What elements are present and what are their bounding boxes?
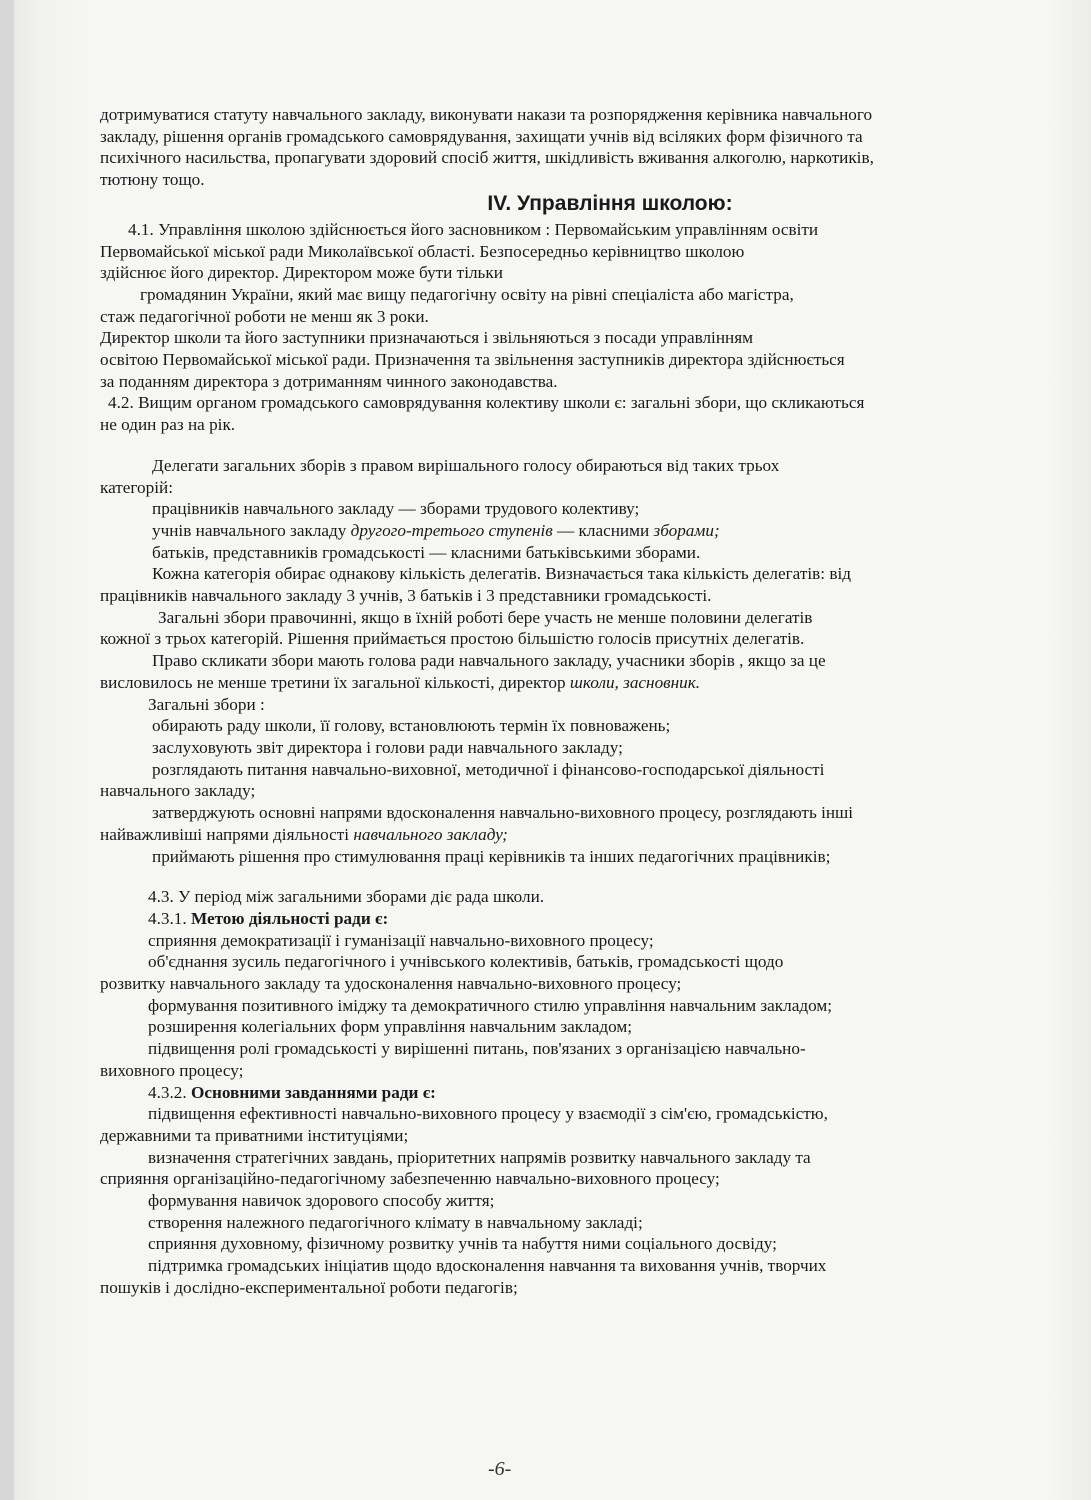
text-line — [100, 824, 1030, 846]
text-line: створення належного педагогічного клімату в навчальному закладі; — [148, 1212, 643, 1232]
text-span: найважливіші напрями діяльності — [100, 824, 354, 844]
text-line: заслуховують звіт директора і голови ради навчального закладу; — [152, 737, 623, 757]
text-line: розвитку навчального закладу та удосконалення навчально-виховного процесу; — [100, 974, 682, 994]
scan-edge — [0, 0, 14, 1500]
text-line: 4.2. Вищим органом громадського самоврядування колективу школи є: загальні збори, що скликаються — [108, 393, 865, 413]
text-span: — класними — [552, 520, 654, 540]
text-line: виховного процесу; — [100, 1060, 244, 1080]
text-line: сприяння демократизації і гуманізації навчально-виховного процесу; — [148, 930, 654, 950]
text-line: навчального закладу; — [100, 781, 256, 801]
text-line: розширення колегіальних форм управління навчальним закладом; — [148, 1017, 633, 1037]
text-line: психічного насильства, пропагувати здоровий спосіб життя, шкідливість вживання алкоголю, наркотиків, — [100, 148, 874, 168]
text-span: 4.3.2. — [148, 1082, 191, 1102]
text-line: 4.3. У період між загальними зборами діє рада школи. — [148, 887, 545, 907]
text-line — [100, 908, 1030, 930]
text-span: зборами; — [653, 520, 720, 540]
subheading: Основними завданнями ради є: — [190, 1082, 436, 1102]
page-number: -6- — [488, 1458, 512, 1480]
text-line: кожної з трьох категорій. Рішення приймається простою більшістю голосів присутніх делегатів. — [100, 629, 805, 649]
text-line: формування навичок здорового способу життя; — [148, 1191, 495, 1211]
text-line: Директор школи та його заступники призначаються і звільняються з посади управлінням — [100, 328, 753, 348]
text-line: об'єднання зусиль педагогічного і учнівського колективів, батьків, громадськості щодо — [148, 952, 784, 972]
text-line: працівників навчального закладу — зборами трудового колективу; — [152, 499, 640, 519]
text-line: тютюну тощо. — [100, 170, 205, 190]
text-line: здійснює його директор. Директором може бути тільки — [100, 263, 503, 283]
text-line: розглядають питання навчально-виховної, методичної і фінансово-господарської діяльності — [152, 759, 825, 779]
spacer — [100, 436, 1030, 455]
text-line: затверджують основні напрями вдосконалення навчально-виховного процесу, розглядають інші — [152, 803, 854, 823]
text-line: підвищення ролі громадськості у вирішенні питань, пов'язаних з організацією навчально- — [148, 1039, 806, 1059]
text-line: за поданням директора з дотриманням чинного законодавства. — [100, 371, 558, 391]
section-title: IV. Управління школою: — [487, 191, 733, 215]
text-line: підтримка громадських ініціатив щодо вдосконалення навчання та виховання учнів, творчих — [148, 1256, 827, 1276]
text-line: не один раз на рік. — [100, 415, 236, 435]
text-line: громадянин України, який має вищу педагогічну освіту на рівні спеціаліста або магістра, — [140, 284, 794, 304]
text-line: категорій: — [100, 477, 173, 497]
text-span: навчального закладу; — [353, 824, 508, 844]
text-line — [100, 1082, 1030, 1104]
text-line: формування позитивного іміджу та демократичного стилю управління навчальним закладом; — [148, 995, 833, 1015]
text-line — [100, 520, 1030, 542]
text-span: школи, засновник. — [569, 672, 701, 692]
text-line: сприяння духовному, фізичному розвитку учнів та набуття ними соціального досвіду; — [148, 1234, 777, 1254]
text-line: приймають рішення про стимулювання праці керівників та інших педагогічних працівників; — [152, 846, 831, 866]
text-line: батьків, представників громадськості — класними батьківськими зборами. — [152, 542, 701, 562]
text-span: висловилось не менше третини їх загальної кількості, директор — [100, 672, 570, 692]
subheading: Метою діяльності ради є: — [190, 908, 389, 928]
text-line: Делегати загальних зборів з правом вирішального голосу обираються від таких трьох — [152, 455, 780, 475]
text-line: визначення стратегічних завдань, пріоритетних напрямів розвитку навчального закладу та — [148, 1147, 811, 1167]
text-line: підвищення ефективності навчально-виховного процесу у взаємодії з сім'єю, громадськістю, — [148, 1104, 828, 1124]
text-line: Кожна категорія обирає однакову кількість делегатів. Визначається така кількість делегатів: від — [152, 564, 851, 584]
text-line: Право скликати збори мають голова ради навчального закладу, учасники зборів , якщо за це — [152, 651, 826, 671]
text-span: учнів навчального закладу — [152, 520, 351, 540]
document-body — [100, 104, 1030, 1299]
text-line: Загальні збори правочинні, якщо в їхній роботі бере участь не менше половини делегатів — [158, 607, 813, 627]
spacer — [100, 867, 1030, 886]
text-line: обирають раду школи, її голову, встановлюють термін їх повноважень; — [152, 716, 671, 736]
text-line: стаж педагогічної роботи не менш як 3 роки. — [100, 306, 429, 326]
text-line: 4.1. Управління школою здійснюється його засновником : Первомайським управлінням освіти — [128, 219, 819, 239]
text-span: другого-третього ступенів — [350, 520, 553, 540]
text-line: дотримуватися статуту навчального закладу, виконувати накази та розпорядження керівника навчального — [100, 105, 873, 124]
text-line: освітою Первомайської міської ради. Призначення та звільнення заступників директора здійснюється — [100, 350, 845, 370]
text-line: закладу, рішення органів громадського самоврядування, захищати учнів від всіляких форм фізичного та — [100, 126, 863, 146]
text-line: державними та приватними інституціями; — [100, 1125, 409, 1145]
text-line: працівників навчального закладу 3 учнів, 3 батьків і 3 представники громадськості. — [100, 586, 712, 606]
text-span: 4.3.1. — [148, 908, 191, 928]
text-line — [100, 672, 1030, 694]
text-line: сприяння організаційно-педагогічному забезпеченню навчально-виховного процесу; — [100, 1169, 720, 1189]
text-line: пошуків і дослідно-експериментальної роботи педагогів; — [100, 1277, 518, 1297]
text-line: Первомайської міської ради Миколаївської області. Безпосередньо керівництво школою — [100, 241, 745, 261]
text-line: Загальні збори : — [148, 694, 265, 714]
